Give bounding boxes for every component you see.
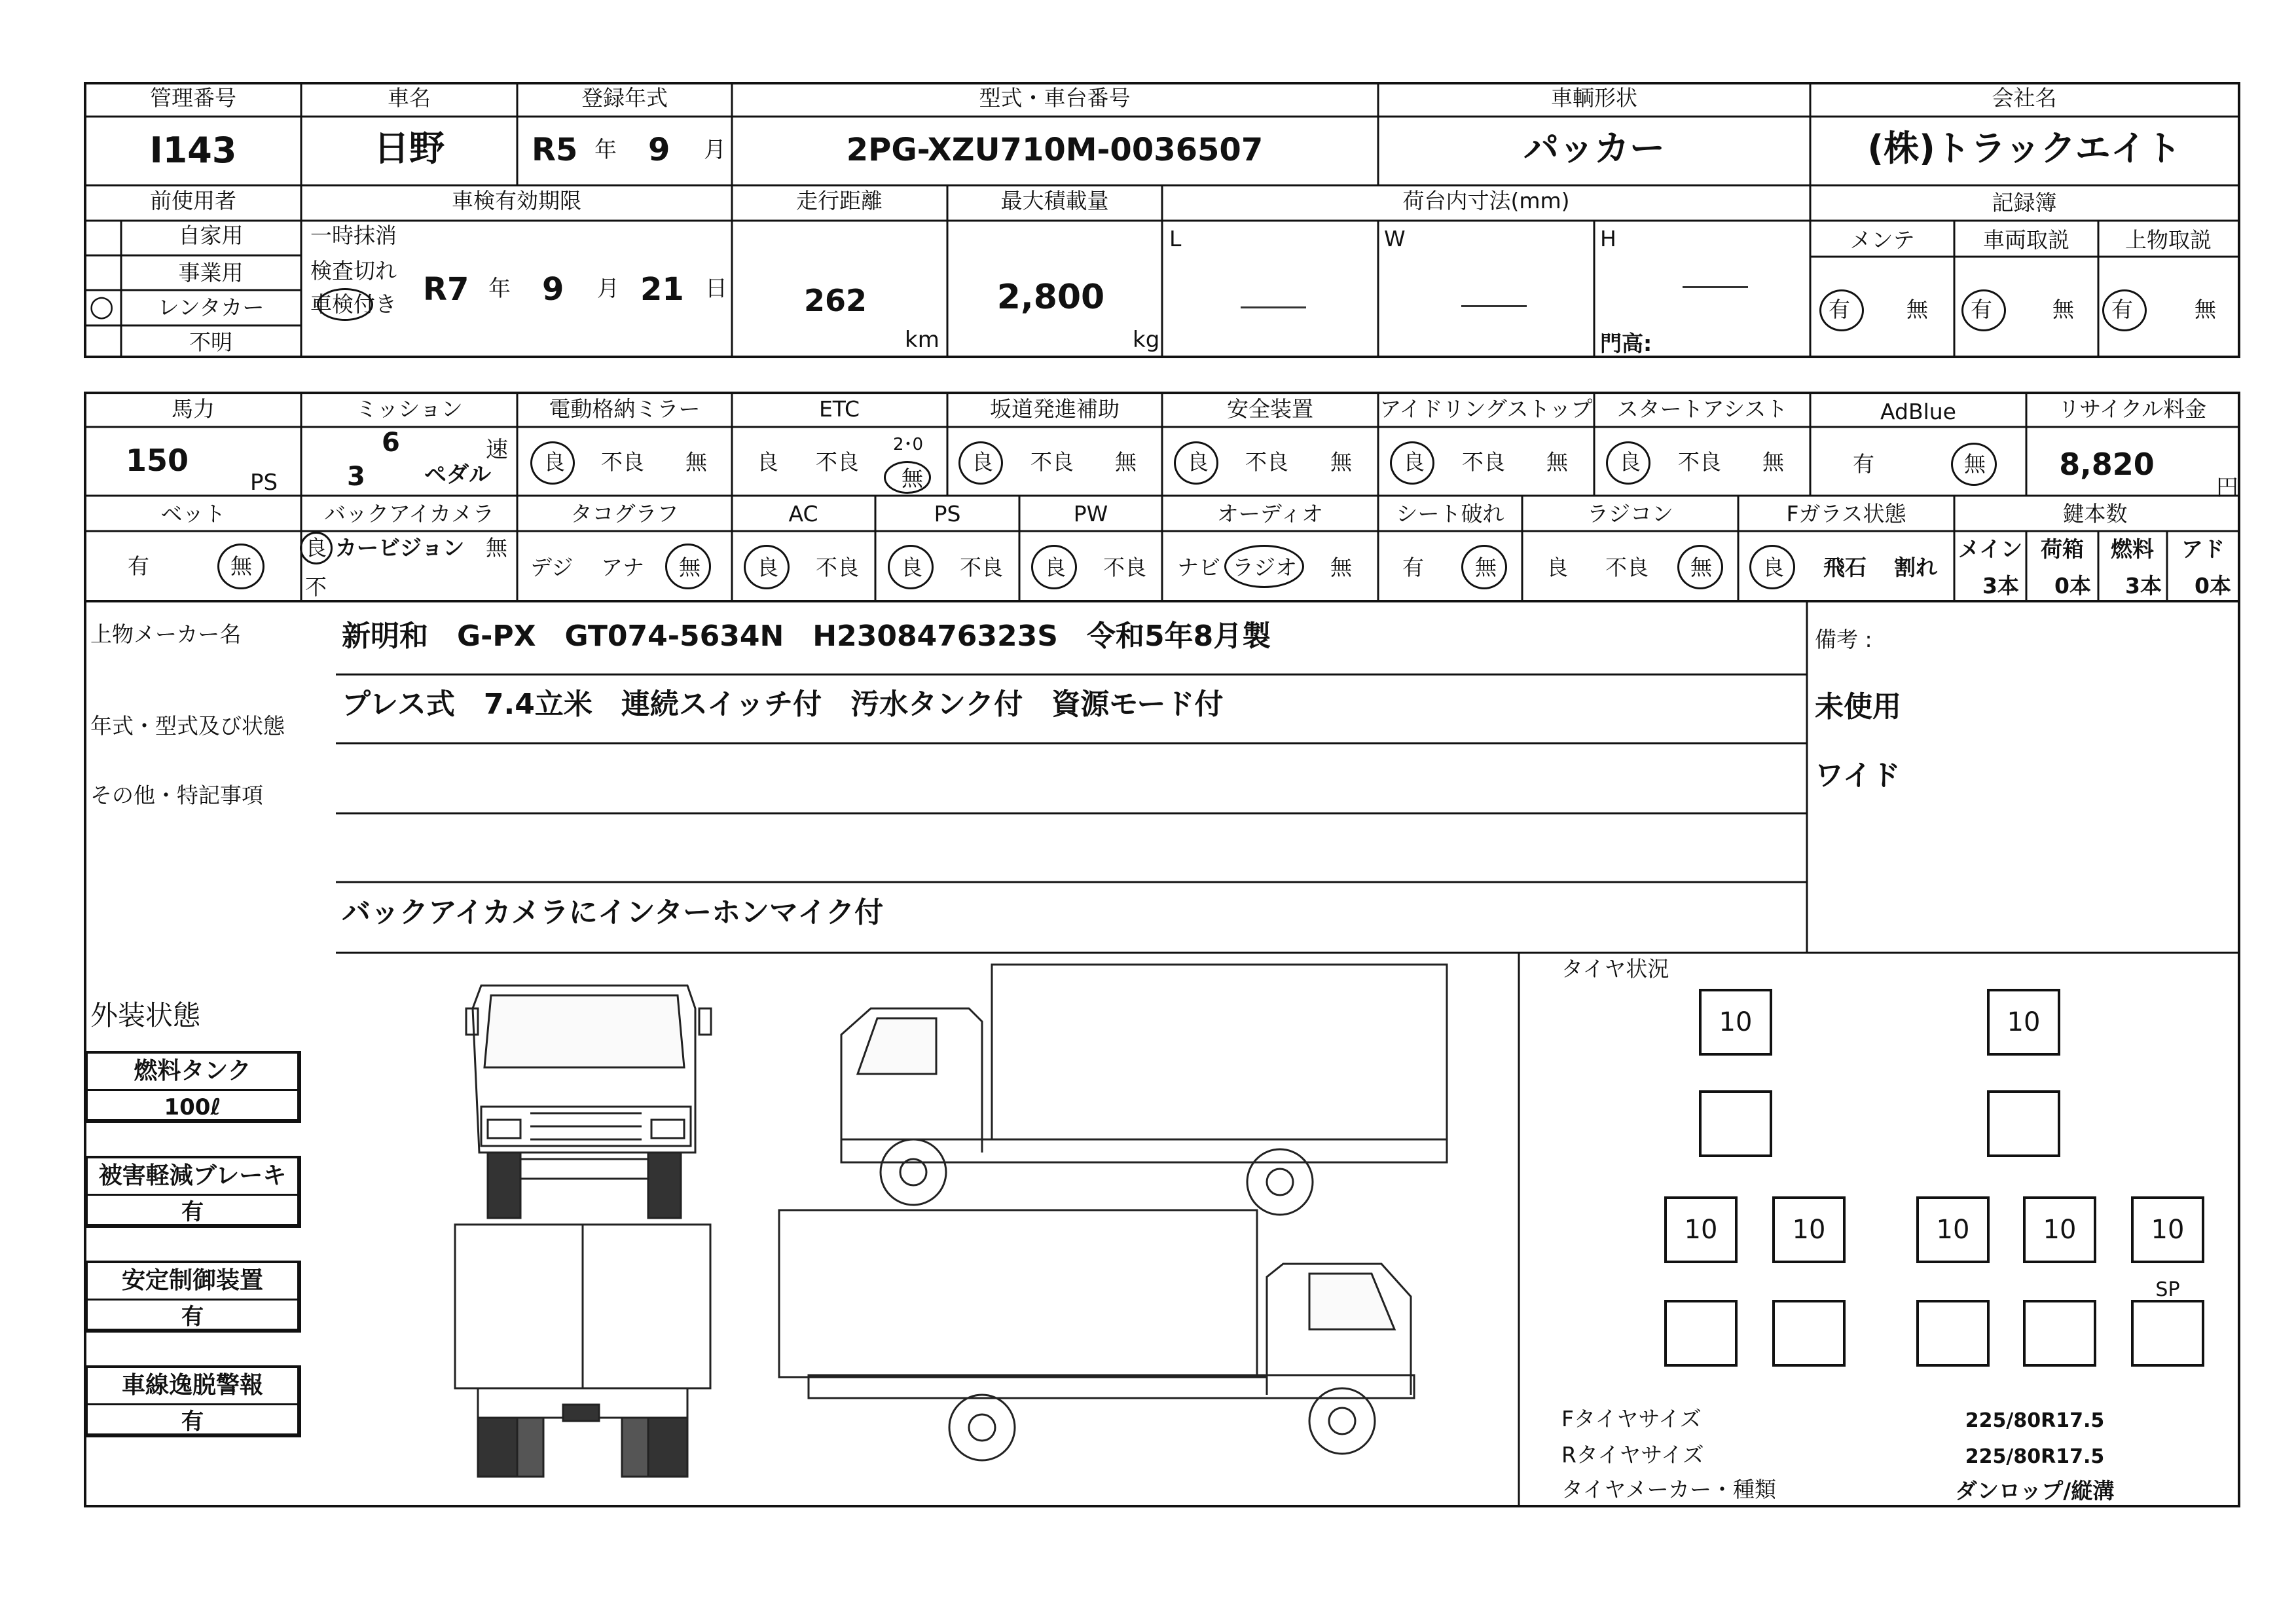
car-name: 日野: [374, 128, 445, 169]
rec-vehicle-label: 車両取説: [1983, 227, 2069, 253]
record-book-label: 記録簿: [1992, 190, 2057, 215]
insp-day: 21: [640, 271, 684, 308]
spare-label: SP: [2155, 1278, 2180, 1301]
reg-month: 9: [648, 132, 670, 168]
audio-radio: ラジオ: [1232, 555, 1297, 580]
mirror-good: 良: [543, 449, 565, 475]
prev-user-rental: レンタカー: [157, 295, 264, 320]
notes-line-1: 新明和 G-PX GT074-5634N H2308476323S 令和5年8月製: [342, 619, 1271, 653]
adblue-yes: 有: [1853, 451, 1874, 477]
etc-none: 無: [902, 466, 923, 491]
recycle-value: 8,820: [2059, 447, 2155, 482]
start-none: 無: [1762, 449, 1784, 475]
safety-label: 安全装置: [1227, 396, 1313, 422]
adblue-none: 無: [1964, 451, 1986, 477]
ac-bad: 不良: [816, 555, 859, 580]
insp-year-unit: 年: [488, 276, 511, 302]
camera-good: 良: [305, 535, 327, 561]
prev-user-label: 前使用者: [150, 188, 236, 213]
reg-month-unit: 月: [704, 137, 726, 163]
key-fuel-name: 燃料: [2111, 536, 2154, 562]
rec-vehicle-yes: 有: [1971, 297, 1992, 322]
ps-bad: 不良: [960, 555, 1003, 580]
model-label: 型式・車台番号: [979, 85, 1131, 111]
remote-bad: 不良: [1605, 555, 1649, 580]
body-type: パッカー: [1523, 128, 1665, 169]
truck-left-side-view: [779, 1210, 1414, 1460]
remote-label: ラジコン: [1587, 501, 1673, 526]
tire-front-right-blank: [1987, 1090, 2060, 1157]
tire-rear-inner-right: 10: [1916, 1196, 1990, 1263]
mgmt-no-label: 管理番号: [150, 85, 236, 111]
ps-good: 良: [901, 555, 922, 580]
safety-good: 良: [1187, 449, 1209, 475]
truck-right-side-view: [841, 965, 1447, 1215]
insp-opt-valid: 車検付き: [310, 291, 397, 317]
rec-maint-yes: 有: [1829, 297, 1850, 322]
remark-unused: 未使用: [1815, 690, 1901, 724]
key-ad-count: 0本: [2195, 573, 2231, 599]
start-good: 良: [1619, 449, 1641, 475]
model-chassis-no: 2PG-XZU710M-0036507: [846, 132, 1264, 168]
body-label: 車輌形状: [1551, 85, 1637, 111]
insp-era: R7: [423, 271, 469, 308]
idle-bad: 不良: [1462, 449, 1505, 475]
tacho-label: タコグラフ: [570, 501, 679, 526]
reg-year-unit: 年: [594, 137, 617, 163]
tire-front-left: 10: [1699, 989, 1772, 1056]
remarks-label: 備考 :: [1815, 627, 1872, 652]
glass-good: 良: [1762, 555, 1784, 580]
payload-label: 最大積載量: [1000, 188, 1109, 213]
hill-none: 無: [1115, 449, 1137, 475]
insp-opt-expired: 検査切れ: [310, 258, 397, 284]
stability-label: 安定制御装置: [88, 1263, 297, 1301]
tacho-digi: デジ: [530, 555, 574, 580]
mirror-bad: 不良: [601, 449, 644, 475]
remote-good: 良: [1546, 555, 1568, 580]
pw-good: 良: [1044, 555, 1066, 580]
mirror-label: 電動格納ミラー: [549, 396, 701, 422]
pw-bad: 不良: [1103, 555, 1146, 580]
key-ad-name: アド: [2181, 536, 2225, 562]
idle-good: 良: [1403, 449, 1425, 475]
payload-unit: kg: [1133, 327, 1160, 353]
audio-label: オーディオ: [1216, 501, 1324, 526]
bed-label: ベット: [160, 501, 226, 526]
audio-none: 無: [1330, 555, 1352, 580]
reg-year-label: 登録年式: [581, 85, 668, 111]
safety-none: 無: [1330, 449, 1352, 475]
prev-user-private: 自家用: [178, 223, 244, 248]
tire-rear-inner-left-blank: [1772, 1300, 1846, 1367]
truck-front-view: [466, 986, 711, 1218]
gears-value: 6: [382, 428, 400, 458]
idle-stop-label: アイドリングストップ: [1379, 396, 1593, 422]
tacho-none: 無: [679, 555, 701, 580]
etc-bad: 不良: [816, 449, 859, 475]
ac-good: 良: [757, 555, 778, 580]
bed-none: 無: [230, 553, 252, 579]
prev-user-business: 事業用: [178, 260, 244, 286]
payload-value: 2,800: [996, 278, 1105, 317]
rec-body-yes: 有: [2111, 297, 2133, 322]
camera-label: バックアイカメラ: [323, 501, 495, 526]
truck-rear-view: [455, 1225, 710, 1477]
key-box-name: 荷箱: [2041, 536, 2084, 562]
key-main-count: 3本: [1982, 573, 2019, 599]
seat-yes: 有: [1402, 555, 1424, 580]
camera-bad: 不: [305, 574, 327, 600]
insp-opt-cancel: 一時抹消: [310, 223, 397, 248]
rec-body-no: 無: [2195, 297, 2216, 322]
camera-none: 無: [486, 535, 507, 561]
mission-label: ミッション: [355, 396, 463, 422]
seat-none: 無: [1475, 555, 1497, 580]
remote-none: 無: [1690, 555, 1712, 580]
mileage-unit: km: [905, 327, 939, 353]
fuel-tank-label: 燃料タンク: [88, 1054, 297, 1091]
etc-good: 良: [757, 449, 778, 475]
tire-status-title: タイヤ状況: [1561, 956, 1669, 982]
notes-line-2: プレス式 7.4立米 連続スイッチ付 汚水タンク付 資源モード付: [342, 688, 1224, 721]
mileage-value: 262: [803, 283, 867, 318]
tire-rear-outer-right: 10: [2023, 1196, 2096, 1263]
recycle-unit: 円: [2216, 475, 2238, 501]
rec-maint-no: 無: [1906, 297, 1928, 322]
start-assist-label: スタートアシスト: [1616, 396, 1788, 422]
cargo-dim-label: 荷台内寸法(mm): [1402, 188, 1570, 213]
year-model-label: 年式・型式及び状態: [90, 713, 285, 739]
r-tire-size: 225/80R17.5: [1965, 1445, 2105, 1468]
idle-none: 無: [1546, 449, 1568, 475]
pedal-unit: ペダル: [424, 462, 491, 488]
hp-label: 馬力: [172, 396, 215, 422]
key-box-count: 0本: [2054, 573, 2091, 599]
notes-line-5: バックアイカメラにインターホンマイク付: [342, 896, 884, 929]
hp-unit: PS: [250, 470, 278, 496]
etc-2-0: 2･0: [893, 435, 924, 454]
stability-value: 有: [181, 1304, 204, 1330]
tire-front-right: 10: [1987, 989, 2060, 1056]
adblue-label: AdBlue: [1880, 399, 1956, 424]
keys-label: 鍵本数: [2062, 501, 2128, 526]
glass-crack: 割れ: [1894, 555, 1937, 580]
cargo-l-label: L: [1169, 226, 1182, 251]
tire-front-left-blank: [1699, 1090, 1772, 1157]
camera-brand: カービジョン: [335, 535, 465, 561]
key-fuel-count: 3本: [2125, 573, 2162, 599]
brake-label: 被害軽減ブレーキ: [88, 1158, 297, 1196]
hill-assist-label: 坂道発進補助: [990, 396, 1120, 422]
etc-label: ETC: [818, 396, 860, 422]
ps-label: PS: [934, 501, 961, 526]
lane-label: 車線逸脱警報: [88, 1368, 297, 1405]
f-tire-size-label: Fタイヤサイズ: [1561, 1406, 1702, 1431]
company-name: (株)トラックエイト: [1867, 128, 2181, 169]
company-label: 会社名: [1992, 85, 2057, 111]
remark-wide: ワイド: [1815, 759, 1901, 792]
seat-label: シート破れ: [1396, 501, 1504, 526]
insp-month: 9: [542, 271, 564, 308]
pedals-value: 3: [347, 462, 365, 492]
tire-spare-blank: [2131, 1300, 2204, 1367]
tacho-ana: アナ: [601, 555, 644, 580]
insp-month-unit: 月: [597, 276, 619, 302]
tire-rear-outer-right-blank: [2023, 1300, 2096, 1367]
gears-speed: 速: [486, 437, 508, 463]
cargo-w-label: W: [1384, 226, 1406, 251]
key-main-name: メイン: [1958, 536, 2023, 562]
mileage-label: 走行距離: [796, 188, 883, 213]
rec-body-label: 上物取説: [2125, 227, 2212, 253]
bed-yes: 有: [128, 553, 149, 579]
mirror-none: 無: [685, 449, 707, 475]
tire-maker-label: タイヤメーカー・種類: [1561, 1477, 1777, 1502]
other-notes-label: その他・特記事項: [90, 783, 263, 808]
f-tire-size: 225/80R17.5: [1965, 1409, 2105, 1432]
cargo-h-label: H: [1600, 226, 1616, 251]
brake-value: 有: [181, 1199, 204, 1225]
pw-label: PW: [1073, 501, 1108, 526]
tire-maker: ダンロップ/縦溝: [1955, 1478, 2115, 1504]
car-name-label: 車名: [388, 85, 431, 111]
r-tire-size-label: Rタイヤサイズ: [1561, 1442, 1704, 1467]
hill-bad: 不良: [1030, 449, 1074, 475]
inspection-label: 車検有効期限: [452, 188, 581, 213]
reg-era: R5: [532, 132, 578, 168]
fuel-tank-value: 100ℓ: [164, 1094, 221, 1120]
tire-spare: 10: [2131, 1196, 2204, 1263]
door-height-label: 門高:: [1600, 331, 1652, 356]
glass-label: Fガラス状態: [1786, 501, 1906, 526]
prev-user-rental-mark: ○: [89, 289, 115, 323]
insp-day-unit: 日: [705, 276, 727, 302]
maker-label: 上物メーカー名: [90, 621, 242, 647]
start-bad: 不良: [1678, 449, 1721, 475]
tire-rear-outer-left-blank: [1664, 1300, 1738, 1367]
lane-value: 有: [181, 1409, 204, 1435]
recycle-label: リサイクル料金: [2058, 396, 2207, 422]
tire-rear-outer-left: 10: [1664, 1196, 1738, 1263]
rec-vehicle-no: 無: [2052, 297, 2074, 322]
safety-bad: 不良: [1245, 449, 1288, 475]
audio-navi: ナビ: [1177, 555, 1220, 580]
tire-rear-inner-right-blank: [1916, 1300, 1990, 1367]
hill-good: 良: [972, 449, 993, 475]
prev-user-unknown: 不明: [189, 329, 232, 355]
hp-value: 150: [125, 443, 189, 478]
rec-maint-label: メンテ: [1850, 227, 1915, 253]
glass-chip: 飛石: [1823, 555, 1867, 580]
exterior-title: 外装状態: [90, 999, 201, 1031]
ac-label: AC: [788, 501, 818, 526]
mgmt-no: I143: [149, 130, 237, 171]
tire-rear-inner-left: 10: [1772, 1196, 1846, 1263]
